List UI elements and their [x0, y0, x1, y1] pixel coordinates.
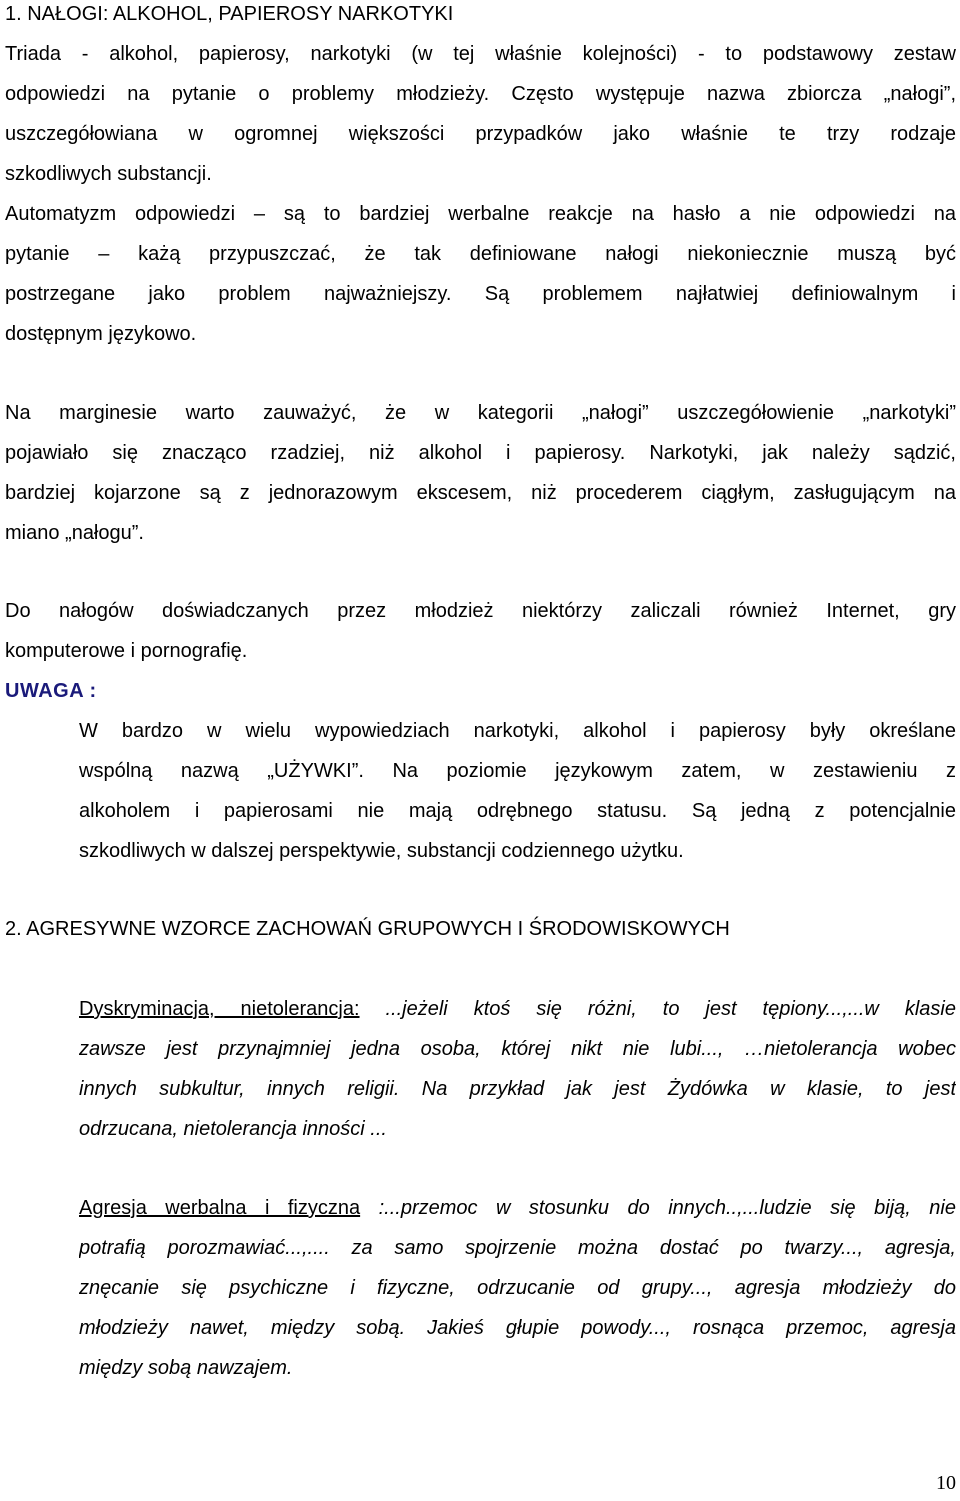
paragraph-line: Na marginesie warto zauważyć, że w kategorii „nałogi” uszczegółowienie „narkotyki”: [5, 402, 956, 424]
paragraph-line: dostępnym językowo.: [5, 323, 197, 345]
paragraph-line: uszczegółowiana w ogromnej większości przypadków jako właśnie te trzy rodzaje: [5, 123, 956, 145]
section-2-heading: 2. AGRESYWNE WZORCE ZACHOWAŃ GRUPOWYCH I ŚRODOWISKOWYCH: [5, 918, 730, 940]
paragraph-line: odpowiedzi na pytanie o problemy młodzieży. Często występuje nazwa zbiorcza „nałogi”,: [5, 83, 956, 105]
note-line: W bardzo w wielu wypowiedziach narkotyki, alkohol i papierosy były określane: [79, 720, 956, 742]
quote-line: odrzucana, nietolerancja inności ...: [79, 1118, 387, 1140]
paragraph-line: komputerowe i pornografię.: [5, 640, 248, 662]
paragraph-line: szkodliwych substancji.: [5, 163, 212, 185]
quote-line: znęcanie się psychiczne i fizyczne, odrzucanie od grupy..., agresja młodzieży do: [79, 1277, 956, 1299]
paragraph-line: pytanie – każą przypuszczać, że tak definiowane nałogi niekoniecznie muszą być: [5, 243, 956, 265]
paragraph-line: postrzegane jako problem najważniejszy. Są problemem najłatwiej definiowalnym i: [5, 283, 956, 305]
paragraph-line: pojawiało się znacząco rzadziej, niż alkohol i papierosy. Narkotyki, jak należy sądzić,: [5, 442, 956, 464]
quote-line: zawsze jest przynajmniej jedna osoba, której nikt nie lubi..., …nietolerancja wobec: [79, 1038, 956, 1060]
quote-line: innych subkultur, innych religii. Na przykład jak jest Żydówka w klasie, to jest: [79, 1078, 956, 1100]
quote-line: potrafią porozmawiać...,.... za samo spojrzenie można dostać po twarzy..., agresja,: [79, 1237, 956, 1259]
paragraph-line: Automatyzm odpowiedzi – są to bardziej werbalne reakcje na hasło a nie odpowiedzi na: [5, 203, 956, 225]
note-line: alkoholem i papierosami nie mają odrębnego statusu. Są jedną z potencjalnie: [79, 800, 956, 822]
quote-text: ...jeżeli ktoś się różni, to jest tępiony...,...w klasie: [359, 998, 956, 1020]
page-number: 10: [936, 1472, 956, 1494]
paragraph-line: Triada - alkohol, papierosy, narkotyki (w tej właśnie kolejności) - to podstawowy zestaw: [5, 43, 956, 65]
note-line: wspólną nazwą „UŻYWKI”. Na poziomie językowym zatem, w zestawieniu z: [79, 760, 956, 782]
uwaga-label: UWAGA :: [5, 680, 97, 702]
quote-block-first-line: [79, 989, 956, 1029]
section-1-heading: 1. NAŁOGI: ALKOHOL, PAPIEROSY NARKOTYKI: [5, 3, 454, 25]
quote-line: młodzieży nawet, między sobą. Jakieś głupie powody..., rosnąca przemoc, agresja: [79, 1317, 956, 1339]
quote-line: między sobą nawzajem.: [79, 1357, 293, 1379]
quote-block-label: Dyskryminacja, nietolerancja:: [79, 998, 360, 1020]
quote-block-label: Agresja werbalna i fizyczna: [79, 1197, 361, 1219]
quote-text: :...przemoc w stosunku do innych..,...ludzie się biją, nie: [360, 1197, 956, 1219]
quote-block-first-line: [79, 1188, 956, 1228]
paragraph-line: bardziej kojarzone są z jednorazowym ekscesem, niż procederem ciągłym, zasługującym na: [5, 482, 956, 504]
note-line: szkodliwych w dalszej perspektywie, substancji codziennego użytku.: [79, 840, 684, 862]
paragraph-line: miano „nałogu”.: [5, 522, 144, 544]
paragraph-line: Do nałogów doświadczanych przez młodzież niektórzy zaliczali również Internet, gry: [5, 600, 956, 622]
